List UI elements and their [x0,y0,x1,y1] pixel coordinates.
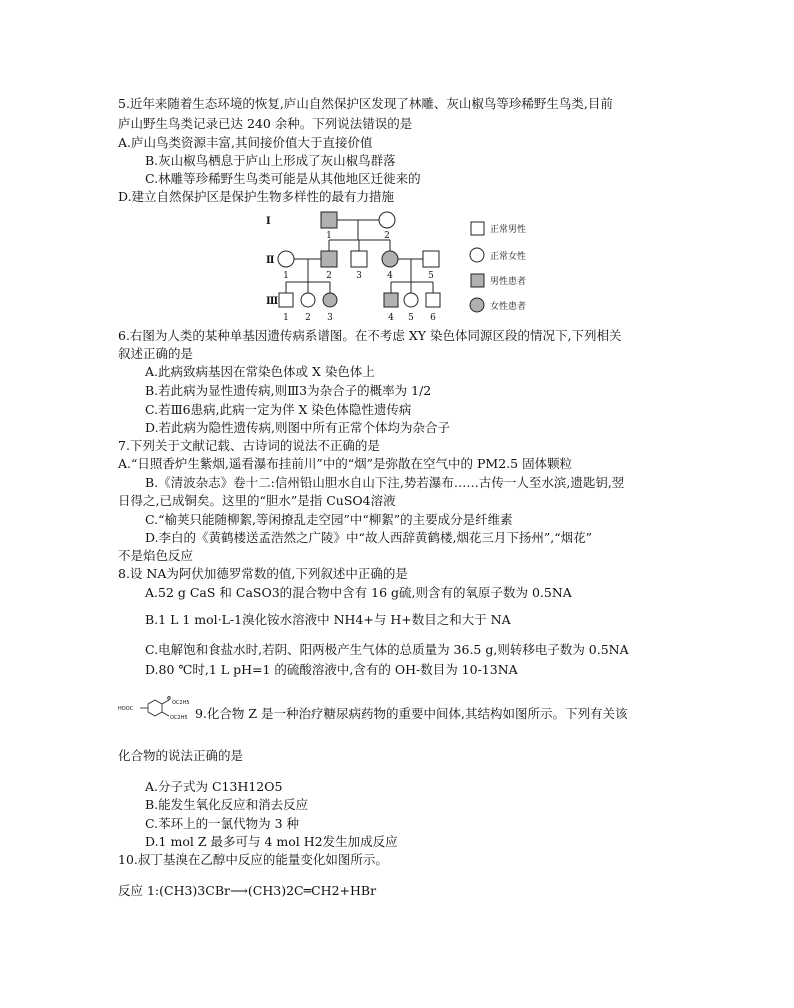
individual-I1-affected-male [321,212,337,228]
q5-option-c: C.林雕等珍稀野生鸟类可能是从其他地区迁徙来的 [145,171,421,186]
q9-stem-line2: 化合物的说法正确的是 [118,748,244,763]
individual-III1-normal-male [279,293,293,307]
q5-option-a: A.庐山鸟类资源丰富,其间接价值大于直接价值 [118,135,373,150]
q6-option-a: A.此病致病基因在常染色体或 X 染色体上 [145,364,375,379]
q7-option-d-line1: D.李白的《黄鹤楼送孟浩然之广陵》中“故人西辞黄鹤楼,烟花三月下扬州”,“烟花” [145,530,593,545]
q7-option-a: A.“日照香炉生紫烟,遥看瀑布挂前川”中的“烟”是弥散在空气中的 PM2.5 固体颗粒 [118,456,573,471]
q6-option-d: D.若此病为隐性遗传病,则图中所有正常个体均为杂合子 [145,420,451,435]
gen-label-3: Ⅲ [266,296,279,307]
individual-III6-normal-male [426,293,440,307]
gen3-num-1: 1 [283,313,289,323]
q8-option-a: A.52 g CaS 和 CaSO3的混合物中含有 16 g硫,则含有的氧原子数为 0.5NA [145,585,572,600]
q5-stem-line2: 庐山野生鸟类记录已达 240 余种。下列说法错误的是 [118,116,413,131]
legend-affected-female-symbol [470,298,484,312]
q8-option-b: B.1 L 1 mol·L-1溴化铵水溶液中 NH4+与 H+数目之和大于 NA [145,612,511,627]
gen2-num-5: 5 [428,271,434,281]
legend-affected-male-symbol [471,274,484,287]
q8-stem: 8.设 NA为阿伏加德罗常数的值,下列叙述中正确的是 [118,566,408,581]
q6-option-c: C.若Ⅲ6患病,此病一定为伴 X 染色体隐性遗传病 [145,402,412,417]
gen3-num-5: 5 [408,313,414,323]
gen1-num-1: 1 [326,231,332,241]
mol-label-hooc: HOOC [118,706,134,712]
q8-option-c: C.电解饱和食盐水时,若阴、阳两极产生气体的总质量为 36.5 g,则转移电子数为 0.5NA [145,642,629,657]
q9-option-a: A.分子式为 C13H12O5 [145,779,283,794]
individual-II5-normal-male [423,251,439,267]
legend-normal-male-symbol [471,222,484,235]
q7-option-d-line2: 不是焰色反应 [118,548,194,563]
q9-stem-line1: 9.化合物 Z 是一种治疗糖尿病药物的重要中间体,其结构如图所示。下列有关该 [195,706,628,721]
pedigree-chart [262,208,562,324]
gen2-num-4: 4 [387,271,393,281]
individual-III4-affected-male [384,293,398,307]
q7-stem: 7.下列关于文献记载、古诗词的说法不正确的是 [118,438,380,453]
q9-option-c: C.苯环上的一氯代物为 3 种 [145,816,299,831]
gen3-num-4: 4 [388,313,394,323]
mol-label-oc2h5-bottom: OC2H5 [170,715,188,721]
individual-II1-normal-female [278,251,294,267]
q5-option-d: D.建立自然保护区是保护生物多样性的最有力措施 [118,189,395,204]
individual-II3-normal-male [351,251,367,267]
gen3-num-2: 2 [305,313,311,323]
q10-stem: 10.叔丁基溴在乙醇中反应的能量变化如图所示。 [118,852,388,867]
gen3-num-3: 3 [327,313,333,323]
q7-option-b-line1: B.《清波杂志》卷十二:信州铅山胆水自山下注,势若瀑布……古传一人至水滨,遗匙钥,翌 [145,475,625,490]
individual-II2-affected-male [321,251,337,267]
legend-affected-male-label: 男性患者 [490,277,527,287]
gen1-num-2: 2 [384,231,390,241]
mol-label-carbonyl-o: O [167,696,171,702]
gen-label-2: Ⅱ [266,255,275,266]
individual-I2-normal-female [379,212,395,228]
individual-III2-normal-female [301,293,315,307]
legend-normal-female-symbol [470,248,484,262]
benzene-ring [148,700,162,716]
legend-affected-female-label: 女性患者 [490,302,527,312]
q8-option-d: D.80 ℃时,1 L pH=1 的硫酸溶液中,含有的 OH-数目为 10-13NA [145,662,518,677]
legend-normal-female-label: 正常女性 [490,252,527,262]
individual-III3-affected-female [323,293,337,307]
q10-reaction-1: 反应 1:(CH3)3CBr⟶(CH3)2C═CH2+HBr [118,883,377,898]
q7-option-c: C.“榆荚只能随柳絮,等闲撩乱走空园”中“柳絮”的主要成分是纤维素 [145,512,513,527]
q5-option-b: B.灰山椒鸟栖息于庐山上形成了灰山椒鸟群落 [145,153,396,168]
q9-option-b: B.能发生氧化反应和消去反应 [145,797,309,812]
gen2-num-1: 1 [283,271,289,281]
individual-III5-normal-female [404,293,418,307]
q7-option-b-line2: 日得之,已成铜矣。这里的“胆水”是指 CuSO4溶液 [118,493,396,508]
legend-normal-male-label: 正常男性 [490,225,527,235]
compound-z-structure [118,696,196,724]
gen3-num-6: 6 [430,313,436,323]
q6-option-b: B.若此病为显性遗传病,则Ⅲ3为杂合子的概率为 1/2 [145,383,432,398]
mol-label-oc2h5-top: OC2H5 [172,700,190,706]
q6-stem-line1: 6.右图为人类的某种单基因遗传病系谱图。在不考虑 XY 染色体同源区段的情况下,下列相关 [118,328,622,343]
q5-stem-line1: 5.近年来随着生态环境的恢复,庐山自然保护区发现了林雕、灰山椒鸟等珍稀野生鸟类,目前 [118,96,613,111]
individual-II4-affected-female [382,251,398,267]
gen-label-1: Ⅰ [266,216,271,227]
q9-option-d: D.1 mol Z 最多可与 4 mol H2发生加成反应 [145,834,398,849]
gen2-num-2: 2 [326,271,332,281]
q6-stem-line2: 叙述正确的是 [118,346,194,361]
gen2-num-3: 3 [356,271,362,281]
